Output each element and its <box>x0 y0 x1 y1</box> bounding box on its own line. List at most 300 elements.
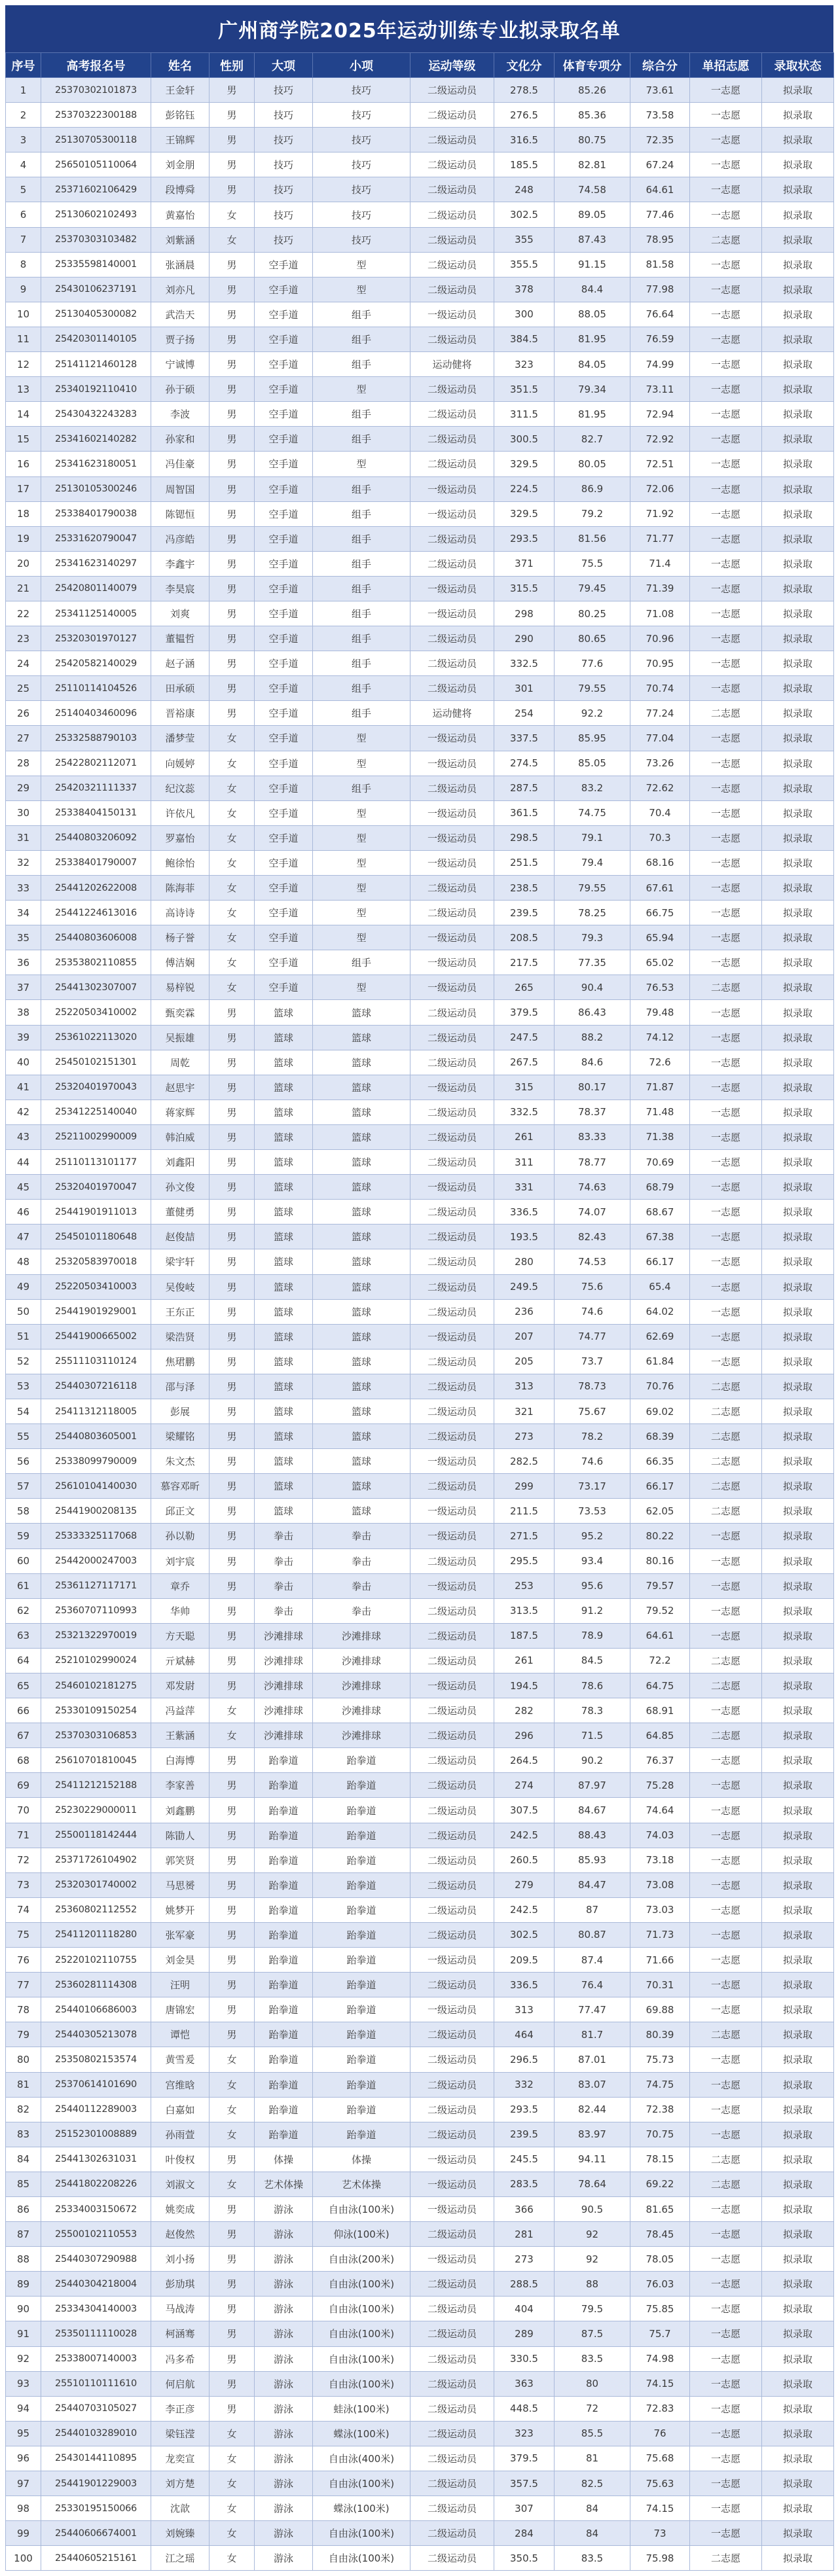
cell-sport-score: 78.73 <box>555 1374 630 1399</box>
cell-total-score: 73.58 <box>630 103 690 128</box>
cell-athlete-level: 二级运动员 <box>410 252 494 277</box>
table-row <box>6 1075 834 1100</box>
cell-sport-event: 篮球 <box>313 1424 410 1449</box>
cell-gender: 男 <box>210 1573 255 1598</box>
cell-seq: 13 <box>6 377 41 402</box>
cell-athlete-level: 二级运动员 <box>410 452 494 476</box>
cell-sport-category: 篮球 <box>255 1449 313 1474</box>
cell-sport-category: 空手道 <box>255 975 313 1000</box>
table-header-row <box>6 53 834 78</box>
table-row <box>6 726 834 751</box>
cell-gender: 女 <box>210 850 255 875</box>
cell-gender: 女 <box>210 950 255 975</box>
cell-gender: 男 <box>210 1948 255 1973</box>
cell-name: 白海博 <box>151 1748 210 1773</box>
cell-sport-event: 组手 <box>313 476 410 501</box>
cell-sport-score: 72 <box>555 2396 630 2421</box>
cell-sport-category: 篮球 <box>255 1249 313 1274</box>
cell-admission-status: 拟录取 <box>762 1773 834 1798</box>
cell-sport-category: 跆拳道 <box>255 2122 313 2147</box>
cell-sport-category: 游泳 <box>255 2521 313 2546</box>
cell-exam-id: 25335598140001 <box>41 252 151 277</box>
cell-seq: 100 <box>6 2546 41 2571</box>
cell-gender: 男 <box>210 1399 255 1423</box>
cell-sport-category: 跆拳道 <box>255 1997 313 2022</box>
table-row <box>6 2196 834 2221</box>
cell-admission-status: 拟录取 <box>762 2196 834 2221</box>
cell-sport-event: 型 <box>313 800 410 825</box>
table-row <box>6 1399 834 1423</box>
cell-sport-category: 空手道 <box>255 651 313 676</box>
cell-application-choice: 一志愿 <box>690 1798 762 1823</box>
cell-seq: 90 <box>6 2297 41 2321</box>
cell-gender: 男 <box>210 2396 255 2421</box>
cell-culture-score: 253 <box>494 1573 555 1598</box>
cell-athlete-level: 一级运动员 <box>410 975 494 1000</box>
cell-admission-status: 拟录取 <box>762 1922 834 1947</box>
cell-application-choice: 一志愿 <box>690 202 762 227</box>
cell-admission-status: 拟录取 <box>762 1225 834 1249</box>
cell-exam-id: 25440307216118 <box>41 1374 151 1399</box>
cell-total-score: 71.38 <box>630 1124 690 1149</box>
cell-culture-score: 336.5 <box>494 1973 555 1997</box>
cell-total-score: 70.76 <box>630 1374 690 1399</box>
cell-culture-score: 248 <box>494 177 555 202</box>
cell-name: 吴俊岐 <box>151 1274 210 1299</box>
cell-athlete-level: 二级运动员 <box>410 526 494 551</box>
cell-sport-event: 篮球 <box>313 1474 410 1499</box>
cell-sport-category: 技巧 <box>255 227 313 252</box>
cell-seq: 43 <box>6 1124 41 1149</box>
cell-sport-category: 篮球 <box>255 1000 313 1025</box>
cell-sport-event: 自由泳(100米) <box>313 2346 410 2371</box>
cell-name: 孙家和 <box>151 427 210 452</box>
cell-athlete-level: 一级运动员 <box>410 2196 494 2221</box>
cell-sport-event: 篮球 <box>313 1324 410 1349</box>
cell-application-choice: 一志愿 <box>690 901 762 925</box>
cell-seq: 25 <box>6 676 41 701</box>
cell-name: 周智国 <box>151 476 210 501</box>
cell-culture-score: 298 <box>494 601 555 626</box>
cell-culture-score: 209.5 <box>494 1948 555 1973</box>
cell-seq: 98 <box>6 2496 41 2521</box>
cell-gender: 男 <box>210 676 255 701</box>
cell-total-score: 71.08 <box>630 601 690 626</box>
cell-sport-category: 空手道 <box>255 751 313 776</box>
cell-sport-category: 跆拳道 <box>255 1897 313 1922</box>
cell-application-choice: 一志愿 <box>690 2446 762 2471</box>
cell-exam-id: 25370302101873 <box>41 78 151 103</box>
table-row <box>6 427 834 452</box>
cell-name: 邓发尉 <box>151 1673 210 1698</box>
cell-admission-status: 拟录取 <box>762 1623 834 1648</box>
cell-admission-status: 拟录取 <box>762 1349 834 1374</box>
table-row <box>6 1000 834 1025</box>
cell-exam-id: 25210102990024 <box>41 1648 151 1673</box>
cell-name: 孙于硕 <box>151 377 210 402</box>
cell-admission-status: 拟录取 <box>762 452 834 476</box>
cell-total-score: 68.16 <box>630 850 690 875</box>
table-row <box>6 901 834 925</box>
cell-seq: 75 <box>6 1922 41 1947</box>
cell-sport-event: 组手 <box>313 651 410 676</box>
cell-athlete-level: 二级运动员 <box>410 1872 494 1897</box>
cell-seq: 8 <box>6 252 41 277</box>
cell-culture-score: 307 <box>494 2496 555 2521</box>
cell-athlete-level: 二级运动员 <box>410 1823 494 1848</box>
cell-sport-event: 组手 <box>313 701 410 726</box>
cell-athlete-level: 二级运动员 <box>410 103 494 128</box>
cell-gender: 男 <box>210 1548 255 1573</box>
cell-admission-status: 拟录取 <box>762 128 834 152</box>
cell-exam-id: 25441900665002 <box>41 1324 151 1349</box>
cell-total-score: 76.64 <box>630 302 690 327</box>
cell-name: 梁浩贤 <box>151 1324 210 1349</box>
column-header-gender: 性别 <box>210 53 255 78</box>
cell-exam-id: 25152301008889 <box>41 2122 151 2147</box>
cell-total-score: 72.94 <box>630 402 690 427</box>
cell-admission-status: 拟录取 <box>762 2047 834 2072</box>
table-row <box>6 1748 834 1773</box>
cell-sport-score: 87.4 <box>555 1948 630 1973</box>
cell-seq: 86 <box>6 2196 41 2221</box>
cell-culture-score: 217.5 <box>494 950 555 975</box>
cell-total-score: 81.58 <box>630 252 690 277</box>
cell-name: 甄奕霖 <box>151 1000 210 1025</box>
cell-sport-score: 79.2 <box>555 501 630 526</box>
cell-culture-score: 331 <box>494 1175 555 1200</box>
cell-name: 刘金昊 <box>151 1948 210 1973</box>
cell-sport-category: 跆拳道 <box>255 1948 313 1973</box>
cell-sport-event: 组手 <box>313 576 410 601</box>
cell-sport-category: 空手道 <box>255 925 313 950</box>
table-row <box>6 1673 834 1698</box>
cell-application-choice: 一志愿 <box>690 751 762 776</box>
cell-admission-status: 拟录取 <box>762 2496 834 2521</box>
cell-exam-id: 25350802153574 <box>41 2047 151 2072</box>
cell-sport-event: 篮球 <box>313 1399 410 1423</box>
cell-sport-score: 73.7 <box>555 1349 630 1374</box>
table-row <box>6 950 834 975</box>
cell-application-choice: 一志愿 <box>690 2321 762 2346</box>
cell-sport-category: 跆拳道 <box>255 2072 313 2097</box>
table-row <box>6 302 834 327</box>
cell-seq: 70 <box>6 1798 41 1823</box>
column-header-exam-id: 高考报名号 <box>41 53 151 78</box>
cell-total-score: 76.37 <box>630 1748 690 1773</box>
cell-sport-score: 89.05 <box>555 202 630 227</box>
cell-application-choice: 一志愿 <box>690 2496 762 2521</box>
cell-sport-event: 技巧 <box>313 202 410 227</box>
cell-sport-score: 88 <box>555 2272 630 2297</box>
cell-sport-score: 79.55 <box>555 876 630 901</box>
cell-total-score: 62.69 <box>630 1324 690 1349</box>
cell-sport-category: 篮球 <box>255 1349 313 1374</box>
cell-name: 陈勖人 <box>151 1823 210 1848</box>
cell-sport-event: 技巧 <box>313 227 410 252</box>
cell-name: 韩泊威 <box>151 1124 210 1149</box>
cell-seq: 59 <box>6 1524 41 1548</box>
cell-culture-score: 185.5 <box>494 152 555 177</box>
cell-sport-score: 85.93 <box>555 1848 630 1872</box>
cell-athlete-level: 二级运动员 <box>410 2471 494 2496</box>
cell-admission-status: 拟录取 <box>762 1823 834 1848</box>
cell-sport-score: 73.17 <box>555 1474 630 1499</box>
cell-culture-score: 355 <box>494 227 555 252</box>
cell-athlete-level: 一级运动员 <box>410 800 494 825</box>
cell-seq: 55 <box>6 1424 41 1449</box>
cell-sport-event: 沙滩排球 <box>313 1623 410 1648</box>
cell-sport-score: 78.3 <box>555 1698 630 1723</box>
cell-culture-score: 274 <box>494 1773 555 1798</box>
cell-sport-event: 篮球 <box>313 1100 410 1124</box>
cell-application-choice: 一志愿 <box>690 1548 762 1573</box>
table-row <box>6 1324 834 1349</box>
cell-athlete-level: 二级运动员 <box>410 651 494 676</box>
cell-seq: 79 <box>6 2022 41 2047</box>
cell-gender: 男 <box>210 1274 255 1299</box>
cell-seq: 4 <box>6 152 41 177</box>
admission-list-sheet <box>5 5 833 2571</box>
cell-total-score: 71.87 <box>630 1075 690 1100</box>
cell-exam-id: 25440304218004 <box>41 2272 151 2297</box>
cell-sport-score: 94.11 <box>555 2147 630 2172</box>
cell-application-choice: 一志愿 <box>690 1897 762 1922</box>
cell-admission-status: 拟录取 <box>762 2396 834 2421</box>
cell-exam-id: 25441302307007 <box>41 975 151 1000</box>
cell-sport-category: 篮球 <box>255 1100 313 1124</box>
cell-sport-score: 80.87 <box>555 1922 630 1947</box>
cell-name: 马战涛 <box>151 2297 210 2321</box>
cell-exam-id: 25511103110124 <box>41 1349 151 1374</box>
table-row <box>6 476 834 501</box>
table-row <box>6 2022 834 2047</box>
cell-application-choice: 一志愿 <box>690 152 762 177</box>
cell-seq: 69 <box>6 1773 41 1798</box>
cell-admission-status: 拟录取 <box>762 2321 834 2346</box>
cell-sport-event: 型 <box>313 901 410 925</box>
cell-application-choice: 一志愿 <box>690 2371 762 2396</box>
cell-admission-status: 拟录取 <box>762 676 834 701</box>
cell-admission-status: 拟录取 <box>762 2247 834 2272</box>
cell-culture-score: 332.5 <box>494 651 555 676</box>
table-body <box>6 78 834 2571</box>
cell-application-choice: 一志愿 <box>690 1872 762 1897</box>
cell-culture-score: 361.5 <box>494 800 555 825</box>
cell-application-choice: 一志愿 <box>690 177 762 202</box>
cell-total-score: 74.98 <box>630 2346 690 2371</box>
cell-sport-category: 跆拳道 <box>255 1848 313 1872</box>
cell-gender: 男 <box>210 2147 255 2172</box>
cell-sport-event: 型 <box>313 751 410 776</box>
cell-application-choice: 二志愿 <box>690 701 762 726</box>
cell-name: 刘鑫鹏 <box>151 1798 210 1823</box>
cell-seq: 95 <box>6 2421 41 2446</box>
cell-gender: 男 <box>210 1648 255 1673</box>
cell-application-choice: 一志愿 <box>690 1973 762 1997</box>
cell-culture-score: 351.5 <box>494 377 555 402</box>
cell-exam-id: 25371726104902 <box>41 1848 151 1872</box>
cell-seq: 58 <box>6 1499 41 1524</box>
cell-gender: 男 <box>210 2222 255 2247</box>
cell-sport-score: 84.4 <box>555 277 630 302</box>
cell-sport-score: 74.75 <box>555 800 630 825</box>
cell-admission-status: 拟录取 <box>762 302 834 327</box>
cell-culture-score: 379.5 <box>494 1000 555 1025</box>
cell-sport-event: 拳击 <box>313 1524 410 1548</box>
table-row <box>6 626 834 651</box>
table-row <box>6 2072 834 2097</box>
cell-culture-score: 296.5 <box>494 2047 555 2072</box>
cell-name: 白嘉如 <box>151 2097 210 2122</box>
cell-exam-id: 25450102151301 <box>41 1050 151 1075</box>
cell-sport-score: 79.45 <box>555 576 630 601</box>
cell-total-score: 74.75 <box>630 2072 690 2097</box>
cell-sport-category: 空手道 <box>255 601 313 626</box>
cell-exam-id: 25440803606008 <box>41 925 151 950</box>
cell-sport-category: 篮球 <box>255 1324 313 1349</box>
cell-exam-id: 25430106237191 <box>41 277 151 302</box>
cell-application-choice: 一志愿 <box>690 302 762 327</box>
table-row <box>6 327 834 351</box>
cell-seq: 17 <box>6 476 41 501</box>
cell-gender: 男 <box>210 1748 255 1773</box>
cell-exam-id: 25420321111337 <box>41 776 151 800</box>
cell-exam-id: 25441224613016 <box>41 901 151 925</box>
cell-culture-score: 293.5 <box>494 526 555 551</box>
cell-sport-score: 84.6 <box>555 1050 630 1075</box>
cell-seq: 33 <box>6 876 41 901</box>
cell-sport-category: 游泳 <box>255 2196 313 2221</box>
cell-sport-category: 篮球 <box>255 1474 313 1499</box>
cell-sport-event: 自由泳(100米) <box>313 2321 410 2346</box>
cell-sport-event: 篮球 <box>313 1075 410 1100</box>
cell-total-score: 75.73 <box>630 2047 690 2072</box>
cell-exam-id: 25460102181275 <box>41 1673 151 1698</box>
cell-culture-score: 205 <box>494 1349 555 1374</box>
cell-sport-event: 组手 <box>313 302 410 327</box>
cell-application-choice: 一志愿 <box>690 576 762 601</box>
cell-total-score: 73.11 <box>630 377 690 402</box>
cell-exam-id: 25440803605001 <box>41 1424 151 1449</box>
cell-sport-event: 跆拳道 <box>313 2022 410 2047</box>
cell-gender: 男 <box>210 177 255 202</box>
cell-sport-event: 跆拳道 <box>313 1948 410 1973</box>
cell-gender: 男 <box>210 1100 255 1124</box>
cell-gender: 男 <box>210 2247 255 2272</box>
cell-sport-event: 组手 <box>313 402 410 427</box>
cell-sport-score: 81.95 <box>555 402 630 427</box>
cell-sport-event: 组手 <box>313 501 410 526</box>
cell-culture-score: 261 <box>494 1124 555 1149</box>
cell-athlete-level: 一级运动员 <box>410 825 494 850</box>
cell-sport-event: 篮球 <box>313 1299 410 1324</box>
cell-culture-score: 265 <box>494 975 555 1000</box>
cell-application-choice: 一志愿 <box>690 2346 762 2371</box>
cell-sport-score: 74.6 <box>555 1449 630 1474</box>
cell-sport-score: 74.77 <box>555 1324 630 1349</box>
cell-sport-event: 技巧 <box>313 177 410 202</box>
cell-culture-score: 293.5 <box>494 2097 555 2122</box>
cell-application-choice: 二志愿 <box>690 1648 762 1673</box>
cell-name: 陈海菲 <box>151 876 210 901</box>
cell-exam-id: 25420301140105 <box>41 327 151 351</box>
cell-name: 李昊宸 <box>151 576 210 601</box>
table-row <box>6 78 834 103</box>
table-row <box>6 1997 834 2022</box>
cell-seq: 36 <box>6 950 41 975</box>
cell-sport-score: 79.1 <box>555 825 630 850</box>
table-row <box>6 1922 834 1947</box>
table-row <box>6 2421 834 2446</box>
cell-culture-score: 260.5 <box>494 1848 555 1872</box>
cell-sport-score: 80.65 <box>555 626 630 651</box>
cell-culture-score: 224.5 <box>494 476 555 501</box>
cell-admission-status: 拟录取 <box>762 975 834 1000</box>
cell-sport-category: 篮球 <box>255 1025 313 1050</box>
cell-name: 谭恺 <box>151 2022 210 2047</box>
cell-application-choice: 一志愿 <box>690 2222 762 2247</box>
cell-culture-score: 208.5 <box>494 925 555 950</box>
cell-total-score: 66.17 <box>630 1249 690 1274</box>
cell-culture-score: 236 <box>494 1299 555 1324</box>
cell-sport-category: 技巧 <box>255 202 313 227</box>
cell-seq: 44 <box>6 1150 41 1175</box>
cell-culture-score: 249.5 <box>494 1274 555 1299</box>
cell-admission-status: 拟录取 <box>762 1698 834 1723</box>
cell-exam-id: 25370303103482 <box>41 227 151 252</box>
cell-name: 章乔 <box>151 1573 210 1598</box>
cell-culture-score: 448.5 <box>494 2396 555 2421</box>
cell-admission-status: 拟录取 <box>762 925 834 950</box>
table-row <box>6 2172 834 2196</box>
cell-culture-score: 301 <box>494 676 555 701</box>
cell-total-score: 74.15 <box>630 2496 690 2521</box>
cell-sport-category: 游泳 <box>255 2546 313 2571</box>
table-row <box>6 651 834 676</box>
cell-sport-category: 空手道 <box>255 501 313 526</box>
cell-culture-score: 337.5 <box>494 726 555 751</box>
cell-gender: 男 <box>210 128 255 152</box>
cell-application-choice: 一志愿 <box>690 2521 762 2546</box>
cell-name: 柯涵骞 <box>151 2321 210 2346</box>
cell-sport-score: 82.81 <box>555 152 630 177</box>
cell-exam-id: 25320301970127 <box>41 626 151 651</box>
cell-application-choice: 一志愿 <box>690 1997 762 2022</box>
cell-sport-event: 组手 <box>313 676 410 701</box>
cell-athlete-level: 二级运动员 <box>410 227 494 252</box>
cell-seq: 53 <box>6 1374 41 1399</box>
cell-admission-status: 拟录取 <box>762 2222 834 2247</box>
cell-application-choice: 一志愿 <box>690 800 762 825</box>
cell-sport-event: 篮球 <box>313 1124 410 1149</box>
cell-seq: 47 <box>6 1225 41 1249</box>
table-row <box>6 800 834 825</box>
cell-sport-score: 82.43 <box>555 1225 630 1249</box>
cell-total-score: 75.98 <box>630 2546 690 2571</box>
cell-sport-category: 拳击 <box>255 1548 313 1573</box>
cell-total-score: 66.17 <box>630 1474 690 1499</box>
table-row <box>6 1299 834 1324</box>
cell-total-score: 70.74 <box>630 676 690 701</box>
cell-gender: 女 <box>210 800 255 825</box>
cell-seq: 97 <box>6 2471 41 2496</box>
cell-sport-event: 跆拳道 <box>313 1922 410 1947</box>
cell-application-choice: 一志愿 <box>690 2247 762 2272</box>
cell-gender: 男 <box>210 1973 255 1997</box>
cell-gender: 男 <box>210 1150 255 1175</box>
cell-gender: 男 <box>210 1225 255 1249</box>
